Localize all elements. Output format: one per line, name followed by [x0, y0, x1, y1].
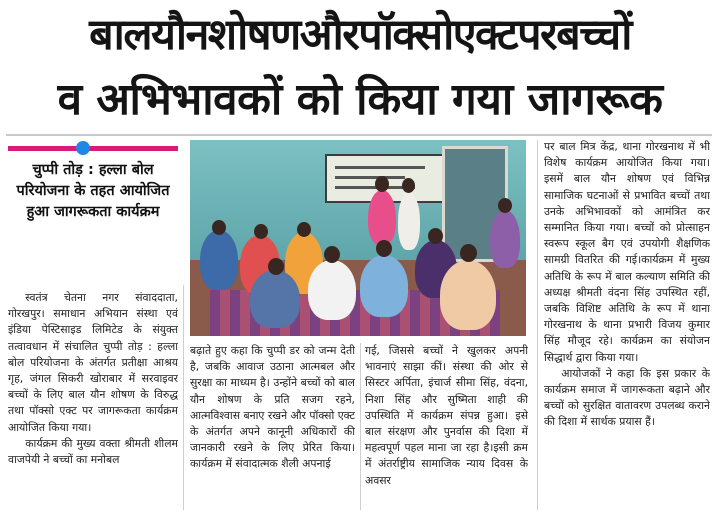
article-column-1 [8, 290, 178, 512]
kicker-subheading: चुप्पी तोड़ : हल्ला बोल परियोजना के तहत आयोजित हुआ जागरूकता कार्यक्रम [16, 162, 170, 220]
headline-line-2: व अभिभावकों को किया गया जागरूक [57, 74, 663, 125]
kicker-accent-dot [76, 141, 90, 155]
article-column-4 [544, 139, 710, 513]
column-2-paragraph: बढ़ाते हुए कहा कि चुप्पी डर को जन्म देती है, जबकि आवाज उठाना आत्मबल और सुरक्षा का माध्यम है। उन्होंने बच्चों को बाल यौन शोषण के प्रति सजग रहने, आत्मविश्वास बनाए रखने और पॉक्सो एक्ट के अंतर्गत अपने कानूनी अधिकारों की जानकारी रखने के लिए प्रेरित किया। कार्यक्रम में संवादात्मक शैली अपनाई [190, 344, 355, 471]
column-4-paragraph-2: आयोजकों ने कहा कि इस प्रकार के कार्यक्रम समाज में जागरूकता बढ़ाने और बच्चों को सुरक्षित वातावरण उपलब्ध कराने की दिशा में सार्थक प्रयास हैं। [544, 366, 710, 429]
headline-line-1: बालयौनशोषणऔरपॉक्सोएक्टपरबच्चों [89, 10, 631, 60]
photo-standing-person [398, 192, 420, 250]
column-1-paragraph-1: स्वतंत्र चेतना नगर संवाददाता, गोरखपुर। समाधान अभियान संस्था एवं इंडिया पेस्टिसाइड लिमिटेड के संयुक्त तत्वावधान में संचालित चुप्पी तोड़ : हल्ला बोल परियोजना के अंतर्गत प्रतीक्षा आश्रय गृह, जंगल सिकरी खोराबार में सरवाइवर बच्चों के लिए बाल यौन शोषण के विरुद्ध तथा पॉक्सो एक्ट पर जागरूकता कार्यक्रम आयोजित किया गया। [8, 291, 178, 434]
event-photo [190, 140, 526, 336]
article-column-3 [365, 343, 528, 513]
column-1-paragraph-2: कार्यक्रम की मुख्य वक्ता श्रीमती शीलम वाजपेयी ने बच्चों का मनोबल [8, 436, 178, 467]
photo-speaker [368, 190, 396, 245]
column-divider [183, 285, 184, 510]
column-4-paragraph-1: पर बाल मित्र केंद्र, थाना गोरखनाथ में भी विशेष कार्यक्रम आयोजित किया गया। इसमें बाल यौन शोषण एवं विभिन्न सामाजिक घटनाओं से प्रभावित बच्चों तथा उनके अभिभावकों को आमंत्रित कर सम्मानित किया गया। बच्चों को प्रोत्साहन स्वरूप स्कूल बैग एवं उपयोगी शैक्षणिक सामग्री वितरित की गई।कार्यक्रम में मुख्य अतिथि के रूप में बाल कल्याण समिति की अध्यक्ष श्रीमती वंदना सिंह उपस्थित रहीं, जबकि विशिष्ट अतिथि के रूप में थाना गोरखनाथ के थाना प्रभारी विजय कुमार सिंह मौजूद रहे। कार्यक्रम का संयोजन सिद्धार्थ द्वारा किया गया। [544, 140, 710, 364]
kicker-accent-bar [8, 146, 178, 151]
column-3-paragraph: गई, जिससे बच्चों ने खुलकर अपनी भावनाएं साझा कीं। संस्था की ओर से सिस्टर अर्पिता, इंचार्ज सीमा सिंह, वंदना, निशा सिंह और सुष्मिता शाही की उपस्थिति में कार्यक्रम संपन्न हुआ। इसे बाल संरक्षण और पुनर्वास की दिशा में महत्वपूर्ण पहल माना जा रहा है।इसी क्रम में अंतर्राष्ट्रीय सामाजिक न्याय दिवस के अवसर [365, 344, 528, 487]
column-divider [537, 140, 538, 510]
article-column-2 [190, 343, 355, 513]
headline-rule [6, 134, 712, 136]
photo-seated-children [200, 230, 238, 290]
column-divider [360, 343, 361, 510]
